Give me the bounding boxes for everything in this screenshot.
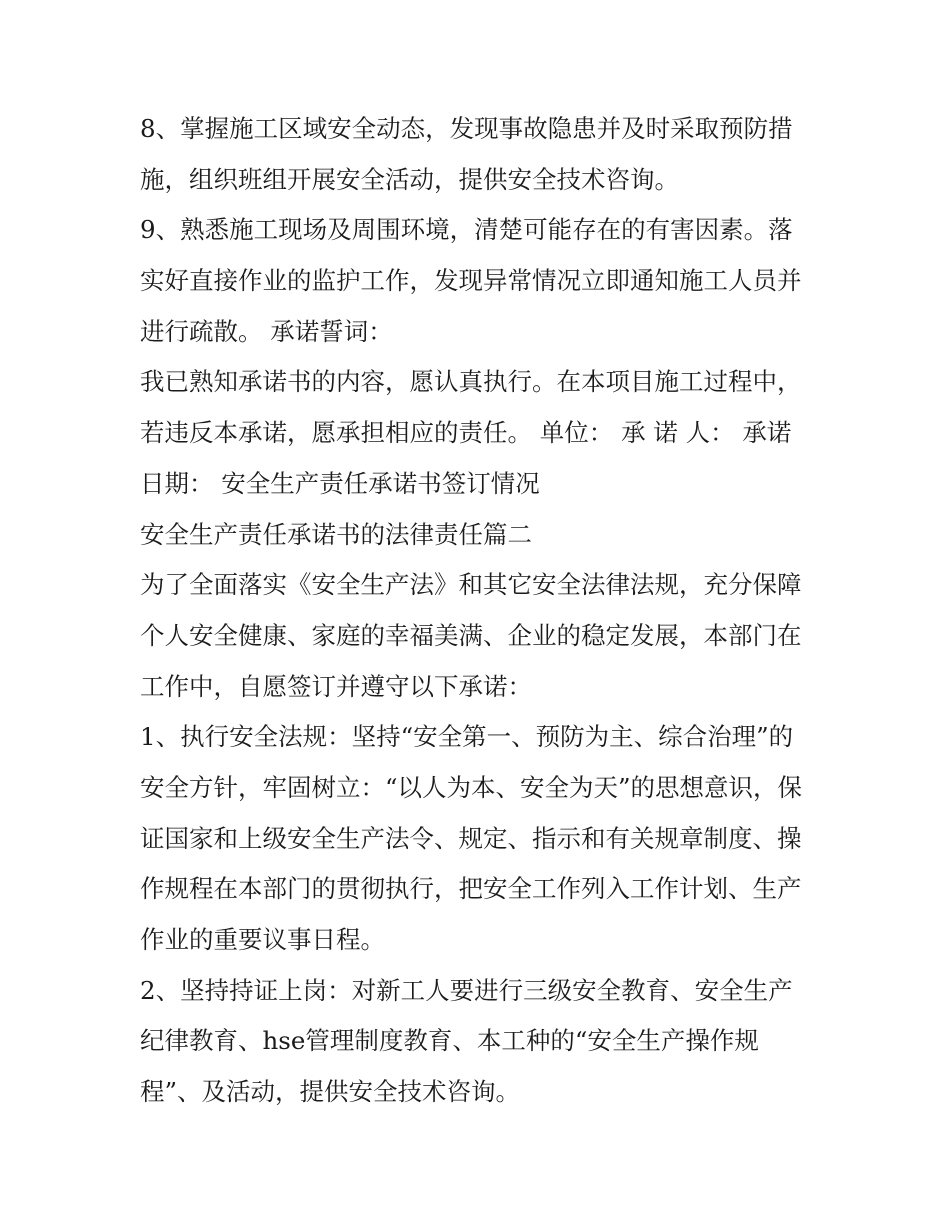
text-line: 实好直接作业的监护工作，发现异常情况立即通知施工人员并 bbox=[140, 266, 802, 296]
text-line: 2、坚持持证上岗：对新工人要进行三级安全教育、安全生产 bbox=[140, 975, 793, 1005]
text-line: 证国家和上级安全生产法令、规定、指示和有关规章制度、操 bbox=[140, 823, 802, 853]
text-line: 8、掌握施工区域安全动态，发现事故隐患并及时采取预防措 bbox=[140, 114, 793, 143]
text-line: 工作中，自愿签订并遵守以下承诺： bbox=[140, 671, 532, 701]
text-line: 作业的重要议事日程。 bbox=[140, 925, 385, 954]
text-line: 9、熟悉施工现场及周围环境，清楚可能存在的有害因素。落 bbox=[140, 215, 793, 245]
text-line: 纪律教育、hse管理制度教育、本工种的“安全生产操作规 bbox=[140, 1026, 759, 1056]
text-line: 安全方针，牢固树立：“以人为本、安全为天”的思想意识，保 bbox=[140, 772, 803, 802]
section-title: 安全生产责任承诺书的法律责任篇二 bbox=[140, 519, 532, 549]
text-line: 我已熟知承诺书的内容，愿认真执行。在本项目施工过程中， bbox=[140, 367, 802, 397]
text-line: 作规程在本部门的贯彻执行，把安全工作列入工作计划、生产 bbox=[140, 874, 802, 904]
text-line: 进行疏散。 承诺誓词： bbox=[140, 316, 393, 346]
text-line: 为了全面落实《安全生产法》和其它安全法律法规，充分保障 bbox=[140, 570, 802, 600]
text-line: 日期： 安全生产责任承诺书签订情况 bbox=[140, 468, 540, 498]
text-line: 个人安全健康、家庭的幸福美满、企业的稳定发展，本部门在 bbox=[140, 620, 802, 650]
document-body bbox=[140, 104, 820, 1118]
text-line: 1、执行安全法规：坚持“安全第一、预防为主、综合治理”的 bbox=[140, 722, 794, 752]
text-line: 程”、及活动，提供安全技术咨询。 bbox=[140, 1077, 521, 1107]
text-line: 若违反本承诺，愿承担相应的责任。 单位： 承 诺 人： 承诺 bbox=[140, 418, 792, 448]
text-line: 施，组织班组开展安全活动，提供安全技术咨询。 bbox=[140, 164, 679, 194]
